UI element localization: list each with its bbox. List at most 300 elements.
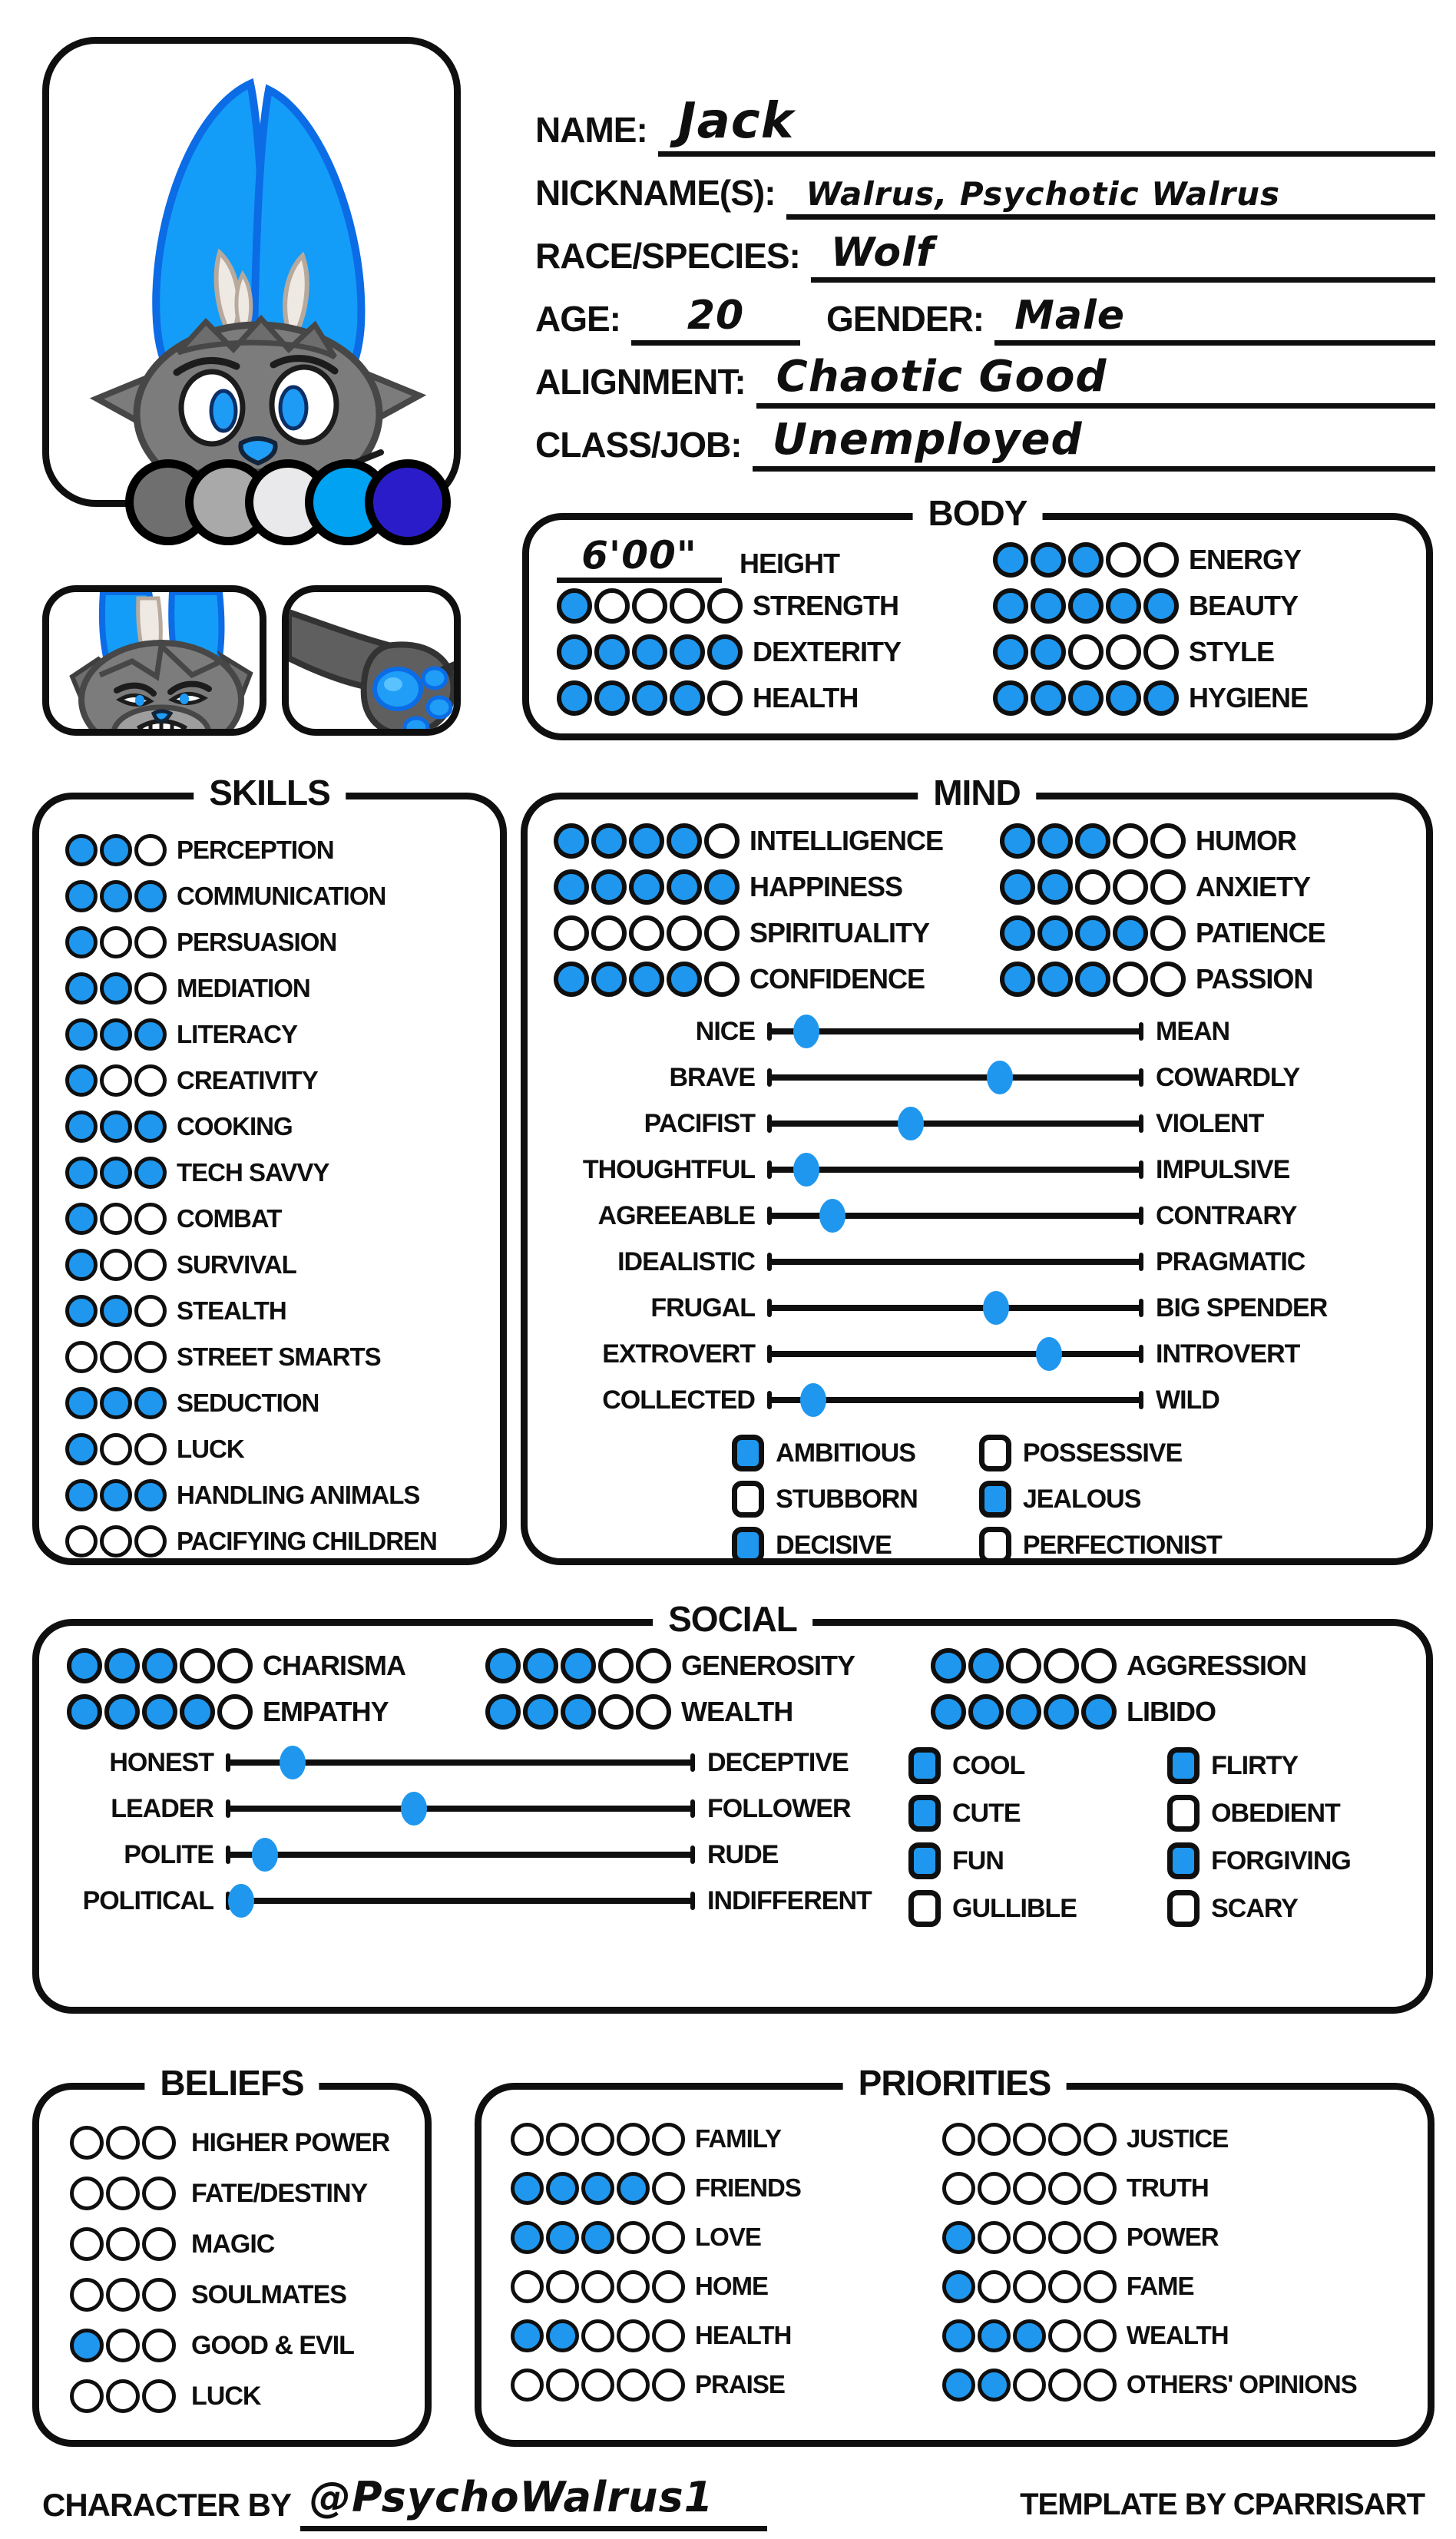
rating-dot[interactable] (546, 2319, 579, 2352)
rating-dot[interactable] (617, 2369, 650, 2402)
rating-dot[interactable] (217, 1694, 253, 1730)
rating-dot[interactable] (1084, 2319, 1117, 2352)
rating-dot[interactable] (942, 2172, 975, 2205)
rating-dot[interactable] (106, 2227, 140, 2261)
rating-dot[interactable] (617, 2270, 650, 2303)
rating-dot[interactable] (70, 2126, 104, 2160)
rating-dot[interactable] (70, 2227, 104, 2261)
rating-dot[interactable] (636, 1648, 671, 1683)
slider-dot[interactable] (898, 1107, 924, 1140)
rating-dot[interactable] (968, 1694, 1004, 1730)
rating-dot[interactable] (1000, 823, 1035, 859)
rating-dot[interactable] (142, 2227, 176, 2261)
trait-checkbox[interactable] (979, 1481, 1011, 1518)
rating-dot[interactable] (707, 588, 743, 624)
rating-dot[interactable] (134, 1203, 167, 1235)
rating-dot[interactable] (1044, 1694, 1079, 1730)
rating-dot[interactable] (591, 869, 627, 905)
rating-dot[interactable] (142, 2177, 176, 2210)
rating-dot[interactable] (100, 926, 132, 958)
slider-track[interactable] (769, 1121, 1142, 1127)
rating-dot[interactable] (1113, 962, 1148, 997)
rating-label: STREET SMARTS (177, 1342, 381, 1371)
rating-dot[interactable] (142, 2126, 176, 2160)
rating-dot[interactable] (134, 926, 167, 958)
rating-dot[interactable] (65, 1525, 98, 1557)
trait-checkbox[interactable] (732, 1527, 764, 1564)
rating-dot[interactable] (65, 880, 98, 912)
trait-checkbox[interactable] (979, 1527, 1011, 1564)
rating-dot[interactable] (591, 915, 627, 951)
rating-dot[interactable] (100, 1249, 132, 1281)
rating-dot[interactable] (1037, 915, 1073, 951)
rating-dot[interactable] (134, 972, 167, 1005)
rating-dot[interactable] (1068, 680, 1104, 716)
slider-dot[interactable] (793, 1153, 819, 1187)
rating-dot[interactable] (632, 588, 667, 624)
rating-dot[interactable] (546, 2270, 579, 2303)
rating-dot[interactable] (65, 1157, 98, 1189)
rating-dot[interactable] (652, 2172, 685, 2205)
rating-dot[interactable] (1084, 2270, 1117, 2303)
rating-dot[interactable] (106, 2278, 140, 2312)
rating-dot[interactable] (1031, 680, 1066, 716)
rating-label: PERCEPTION (177, 836, 334, 864)
rating-dot[interactable] (100, 1111, 132, 1143)
rating-dot[interactable] (180, 1694, 215, 1730)
rating-dot[interactable] (511, 2172, 544, 2205)
rating-dot[interactable] (1081, 1694, 1117, 1730)
age-value: 20 (687, 293, 745, 339)
rating-dot[interactable] (1048, 2172, 1081, 2205)
rating-dot[interactable] (134, 1433, 167, 1465)
slider-dot[interactable] (401, 1792, 427, 1826)
rating-dot[interactable] (1006, 1648, 1041, 1683)
slider-track[interactable] (769, 1305, 1142, 1311)
rating-dot[interactable] (1106, 542, 1141, 578)
slider-track[interactable] (227, 1806, 693, 1812)
rating-dot[interactable] (134, 1064, 167, 1097)
rating-dot[interactable] (65, 1064, 98, 1097)
rating-dot[interactable] (629, 823, 664, 859)
rating-dot[interactable] (65, 1433, 98, 1465)
rating-dot[interactable] (1013, 2369, 1046, 2402)
rating-dot[interactable] (67, 1648, 102, 1683)
rating-dot[interactable] (134, 1157, 167, 1189)
rating-dot[interactable] (554, 823, 589, 859)
rating-dot[interactable] (134, 834, 167, 866)
slider-dot[interactable] (280, 1746, 306, 1779)
rating-dot[interactable] (557, 680, 592, 716)
rating-dot[interactable] (652, 2270, 685, 2303)
rating-dot[interactable] (104, 1648, 140, 1683)
rating-dot[interactable] (134, 1479, 167, 1511)
rating-dot[interactable] (1106, 588, 1141, 624)
rating-dot[interactable] (1084, 2172, 1117, 2205)
rating-dot[interactable] (598, 1648, 634, 1683)
rating-dot[interactable] (1037, 823, 1073, 859)
rating-dot[interactable] (511, 2270, 544, 2303)
rating-dot[interactable] (546, 2172, 579, 2205)
rating-dot[interactable] (546, 2369, 579, 2402)
trait-slider-row (538, 1147, 1395, 1193)
rating-dot[interactable] (978, 2369, 1011, 2402)
alignment-label: ALIGNMENT: (535, 362, 746, 402)
age-field[interactable] (631, 293, 800, 346)
slider-track[interactable] (769, 1074, 1142, 1081)
trait-checkbox[interactable] (908, 1747, 941, 1784)
rating-dot[interactable] (581, 2319, 614, 2352)
slider-dot[interactable] (228, 1884, 254, 1918)
slider-track[interactable] (769, 1167, 1142, 1173)
rating-dot[interactable] (511, 2319, 544, 2352)
skills-title: SKILLS (194, 772, 346, 813)
rating-dot[interactable] (106, 2177, 140, 2210)
rating-dot[interactable] (142, 2278, 176, 2312)
rating-dot[interactable] (704, 869, 740, 905)
rating-dot[interactable] (1013, 2319, 1046, 2352)
slider-dot[interactable] (983, 1291, 1009, 1325)
rating-dot[interactable] (667, 915, 702, 951)
rating-dot[interactable] (1048, 2369, 1081, 2402)
rating-dot[interactable] (100, 1295, 132, 1327)
rating-dot[interactable] (993, 634, 1028, 670)
rating-dot[interactable] (485, 1648, 521, 1683)
rating-dot[interactable] (581, 2369, 614, 2402)
rating-dot[interactable] (65, 1479, 98, 1511)
field-row-nicknames (535, 160, 1435, 220)
trait-checkbox-label: DECISIVE (776, 1530, 892, 1560)
rating-label: POWER (1126, 2223, 1219, 2251)
rating-dot[interactable] (978, 2319, 1011, 2352)
rating-dot[interactable] (617, 2221, 650, 2254)
rating-dot[interactable] (1106, 680, 1141, 716)
rating-dot[interactable] (65, 1387, 98, 1419)
rating-dot[interactable] (1013, 2270, 1046, 2303)
rating-dot[interactable] (1048, 2123, 1081, 2156)
name-field[interactable] (658, 93, 1435, 157)
race-field[interactable] (811, 230, 1435, 283)
rating-dot[interactable] (100, 834, 132, 866)
trait-checkbox[interactable] (1167, 1842, 1200, 1879)
rating-dot[interactable] (942, 2270, 975, 2303)
rating-dot[interactable] (704, 915, 740, 951)
rating-dot[interactable] (1037, 869, 1073, 905)
rating-dot[interactable] (65, 834, 98, 866)
rating-dot[interactable] (106, 2126, 140, 2160)
rating-dot[interactable] (652, 2319, 685, 2352)
beliefs-title: BELIEFS (144, 2062, 319, 2104)
rating-dot[interactable] (942, 2319, 975, 2352)
rating-dot[interactable] (561, 1648, 596, 1683)
rating-dot[interactable] (1031, 588, 1066, 624)
rating-dot[interactable] (1048, 2221, 1081, 2254)
rating-dot[interactable] (968, 1648, 1004, 1683)
rating-dot[interactable] (1150, 823, 1186, 859)
rating-dot[interactable] (67, 1694, 102, 1730)
gender-field[interactable] (994, 293, 1435, 346)
rating-dot[interactable] (581, 2172, 614, 2205)
rating-dot[interactable] (557, 634, 592, 670)
rating-dot[interactable] (594, 634, 630, 670)
trait-checkbox[interactable] (732, 1481, 764, 1518)
rating-dot[interactable] (1075, 962, 1110, 997)
trait-checkbox[interactable] (1167, 1747, 1200, 1784)
job-label: CLASS/JOB: (535, 425, 742, 465)
rating-dot[interactable] (1013, 2221, 1046, 2254)
rating-dot[interactable] (65, 1249, 98, 1281)
rating-dot[interactable] (142, 2329, 176, 2362)
slider-track[interactable] (769, 1028, 1142, 1034)
rating-dot[interactable] (511, 2221, 544, 2254)
rating-dot[interactable] (104, 1694, 140, 1730)
rating-dot[interactable] (65, 1203, 98, 1235)
rating-dot[interactable] (554, 869, 589, 905)
nicknames-field[interactable] (786, 175, 1435, 220)
rating-dot[interactable] (1084, 2123, 1117, 2156)
rating-dot[interactable] (1031, 542, 1066, 578)
rating-dot[interactable] (1068, 588, 1104, 624)
rating-dot[interactable] (1106, 634, 1141, 670)
rating-dot[interactable] (100, 1433, 132, 1465)
rating-dot[interactable] (632, 680, 667, 716)
rating-dot[interactable] (1075, 823, 1110, 859)
rating-dot[interactable] (1037, 962, 1073, 997)
rating-dot[interactable] (134, 1295, 167, 1327)
rating-dot[interactable] (931, 1648, 966, 1683)
rating-dot[interactable] (931, 1694, 966, 1730)
rating-dot[interactable] (993, 542, 1028, 578)
rating-dot[interactable] (617, 2319, 650, 2352)
slider-dot[interactable] (252, 1838, 278, 1872)
rating-dot[interactable] (652, 2369, 685, 2402)
rating-dot[interactable] (591, 962, 627, 997)
rating-dot[interactable] (100, 972, 132, 1005)
rating-dot[interactable] (100, 1018, 132, 1051)
rating-dot[interactable] (511, 2369, 544, 2402)
rating-dot[interactable] (978, 2172, 1011, 2205)
trait-checkbox[interactable] (908, 1890, 941, 1927)
rating-dot[interactable] (100, 1157, 132, 1189)
rating-dot[interactable] (1075, 869, 1110, 905)
trait-checkbox[interactable] (979, 1435, 1011, 1471)
rating-dot[interactable] (65, 1341, 98, 1373)
rating-dot[interactable] (632, 634, 667, 670)
rating-dot[interactable] (70, 2177, 104, 2210)
character-handle[interactable]: @PsychoWalrus1 (300, 2473, 767, 2531)
rating-dot[interactable] (581, 2270, 614, 2303)
rating-dot[interactable] (1044, 1648, 1079, 1683)
rating-dot[interactable] (581, 2123, 614, 2156)
rating-dot[interactable] (134, 1249, 167, 1281)
rating-dot[interactable] (65, 926, 98, 958)
rating-dot[interactable] (978, 2123, 1011, 2156)
rating-dot[interactable] (554, 915, 589, 951)
rating-dot[interactable] (546, 2123, 579, 2156)
rating-dot[interactable] (598, 1694, 634, 1730)
rating-dot[interactable] (1113, 823, 1148, 859)
rating-row (942, 2262, 1417, 2311)
trait-checkbox-item (1167, 1885, 1406, 1932)
rating-dot[interactable] (1113, 915, 1148, 951)
rating-dot[interactable] (594, 588, 630, 624)
rating-dot[interactable] (1143, 680, 1179, 716)
rating-dot[interactable] (617, 2123, 650, 2156)
rating-dot[interactable] (1075, 915, 1110, 951)
rating-dot[interactable] (70, 2329, 104, 2362)
rating-dot[interactable] (581, 2221, 614, 2254)
rating-dot[interactable] (65, 1111, 98, 1143)
rating-dot[interactable] (546, 2221, 579, 2254)
rating-label: PATIENCE (1196, 917, 1325, 948)
rating-dot[interactable] (142, 2379, 176, 2413)
rating-dot[interactable] (667, 869, 702, 905)
rating-dot[interactable] (1013, 2172, 1046, 2205)
rating-dot[interactable] (100, 1479, 132, 1511)
rating-dot[interactable] (591, 823, 627, 859)
slider-dot[interactable] (800, 1383, 826, 1417)
rating-dot[interactable] (106, 2329, 140, 2362)
rating-dot[interactable] (707, 680, 743, 716)
rating-dots (65, 1295, 167, 1327)
trait-checkbox[interactable] (1167, 1890, 1200, 1927)
rating-dots (511, 2123, 685, 2156)
rating-dot[interactable] (65, 972, 98, 1005)
rating-dot[interactable] (100, 1387, 132, 1419)
rating-dot[interactable] (142, 1694, 177, 1730)
rating-dot[interactable] (485, 1694, 521, 1730)
rating-dot[interactable] (667, 962, 702, 997)
slider-left-label: NICE (695, 1016, 755, 1046)
rating-dot[interactable] (142, 1648, 177, 1683)
rating-dot[interactable] (1000, 869, 1035, 905)
rating-dot[interactable] (670, 588, 705, 624)
rating-dot[interactable] (667, 823, 702, 859)
job-field[interactable] (753, 415, 1435, 472)
rating-dot[interactable] (180, 1648, 215, 1683)
rating-dot[interactable] (636, 1694, 671, 1730)
rating-dot[interactable] (707, 634, 743, 670)
trait-checkbox[interactable] (908, 1842, 941, 1879)
rating-dot[interactable] (1150, 962, 1186, 997)
rating-dot[interactable] (557, 588, 592, 624)
slider-track[interactable] (227, 1898, 693, 1904)
rating-dot[interactable] (652, 2123, 685, 2156)
slider-dot[interactable] (819, 1199, 845, 1233)
slider-track[interactable] (227, 1759, 693, 1766)
rating-dot[interactable] (704, 823, 740, 859)
rating-dot[interactable] (70, 2379, 104, 2413)
rating-dot[interactable] (993, 588, 1028, 624)
rating-dot[interactable] (978, 2270, 1011, 2303)
rating-dot[interactable] (217, 1648, 253, 1683)
rating-dot[interactable] (1081, 1648, 1117, 1683)
rating-dot[interactable] (1031, 634, 1066, 670)
rating-dot[interactable] (134, 1111, 167, 1143)
rating-dot[interactable] (523, 1694, 558, 1730)
rating-dot[interactable] (594, 680, 630, 716)
rating-dot[interactable] (106, 2379, 140, 2413)
rating-dot[interactable] (134, 1341, 167, 1373)
rating-dot[interactable] (134, 1018, 167, 1051)
rating-dot[interactable] (670, 680, 705, 716)
rating-dot[interactable] (511, 2123, 544, 2156)
rating-dot[interactable] (670, 634, 705, 670)
rating-dot[interactable] (1143, 542, 1179, 578)
rating-dot[interactable] (652, 2221, 685, 2254)
rating-dot[interactable] (993, 680, 1028, 716)
rating-dot[interactable] (134, 1525, 167, 1557)
rating-dot[interactable] (978, 2221, 1011, 2254)
rating-dot[interactable] (100, 1341, 132, 1373)
rating-row (942, 2360, 1417, 2409)
slider-track[interactable] (769, 1213, 1142, 1219)
rating-dot[interactable] (100, 880, 132, 912)
rating-dot[interactable] (100, 1203, 132, 1235)
rating-dots (511, 2221, 685, 2254)
rating-dot[interactable] (629, 962, 664, 997)
rating-dot[interactable] (942, 2123, 975, 2156)
rating-dot[interactable] (1084, 2369, 1117, 2402)
rating-dot[interactable] (523, 1648, 558, 1683)
rating-dot[interactable] (65, 1018, 98, 1051)
rating-dot[interactable] (1048, 2319, 1081, 2352)
rating-dot[interactable] (100, 1064, 132, 1097)
rating-dot[interactable] (70, 2278, 104, 2312)
rating-dot[interactable] (561, 1694, 596, 1730)
slider-track[interactable] (769, 1397, 1142, 1403)
rating-dot[interactable] (629, 915, 664, 951)
rating-dot[interactable] (1084, 2221, 1117, 2254)
rating-dot[interactable] (554, 962, 589, 997)
slider-track[interactable] (227, 1852, 693, 1858)
rating-dot[interactable] (1113, 869, 1148, 905)
trait-checkbox[interactable] (1167, 1795, 1200, 1832)
alignment-field[interactable] (756, 352, 1435, 409)
slider-dot[interactable] (987, 1061, 1013, 1094)
rating-dot[interactable] (617, 2172, 650, 2205)
rating-dot[interactable] (134, 880, 167, 912)
rating-dot[interactable] (1143, 634, 1179, 670)
rating-dot[interactable] (704, 962, 740, 997)
rating-dot[interactable] (1006, 1694, 1041, 1730)
rating-dot[interactable] (1068, 542, 1104, 578)
rating-dot[interactable] (100, 1525, 132, 1557)
slider-track[interactable] (769, 1259, 1142, 1265)
rating-dot[interactable] (1068, 634, 1104, 670)
rating-dot[interactable] (942, 2369, 975, 2402)
rating-dot[interactable] (134, 1387, 167, 1419)
slider-track[interactable] (769, 1351, 1142, 1357)
rating-dot[interactable] (942, 2221, 975, 2254)
height-value[interactable]: 6'00" (557, 533, 722, 583)
rating-dot[interactable] (1150, 915, 1186, 951)
rating-dot[interactable] (629, 869, 664, 905)
trait-checkbox[interactable] (908, 1795, 941, 1832)
rating-dot[interactable] (1000, 915, 1035, 951)
slider-dot[interactable] (1036, 1337, 1062, 1371)
rating-dot[interactable] (1143, 588, 1179, 624)
rating-dot[interactable] (1048, 2270, 1081, 2303)
trait-checkbox-label: STUBBORN (776, 1484, 918, 1514)
skills-section (32, 773, 507, 1565)
slider-dot[interactable] (793, 1015, 819, 1048)
rating-dot[interactable] (1150, 869, 1186, 905)
rating-dot[interactable] (65, 1295, 98, 1327)
rating-dot[interactable] (1013, 2123, 1046, 2156)
trait-checkbox[interactable] (732, 1435, 764, 1471)
rating-dot[interactable] (1000, 962, 1035, 997)
